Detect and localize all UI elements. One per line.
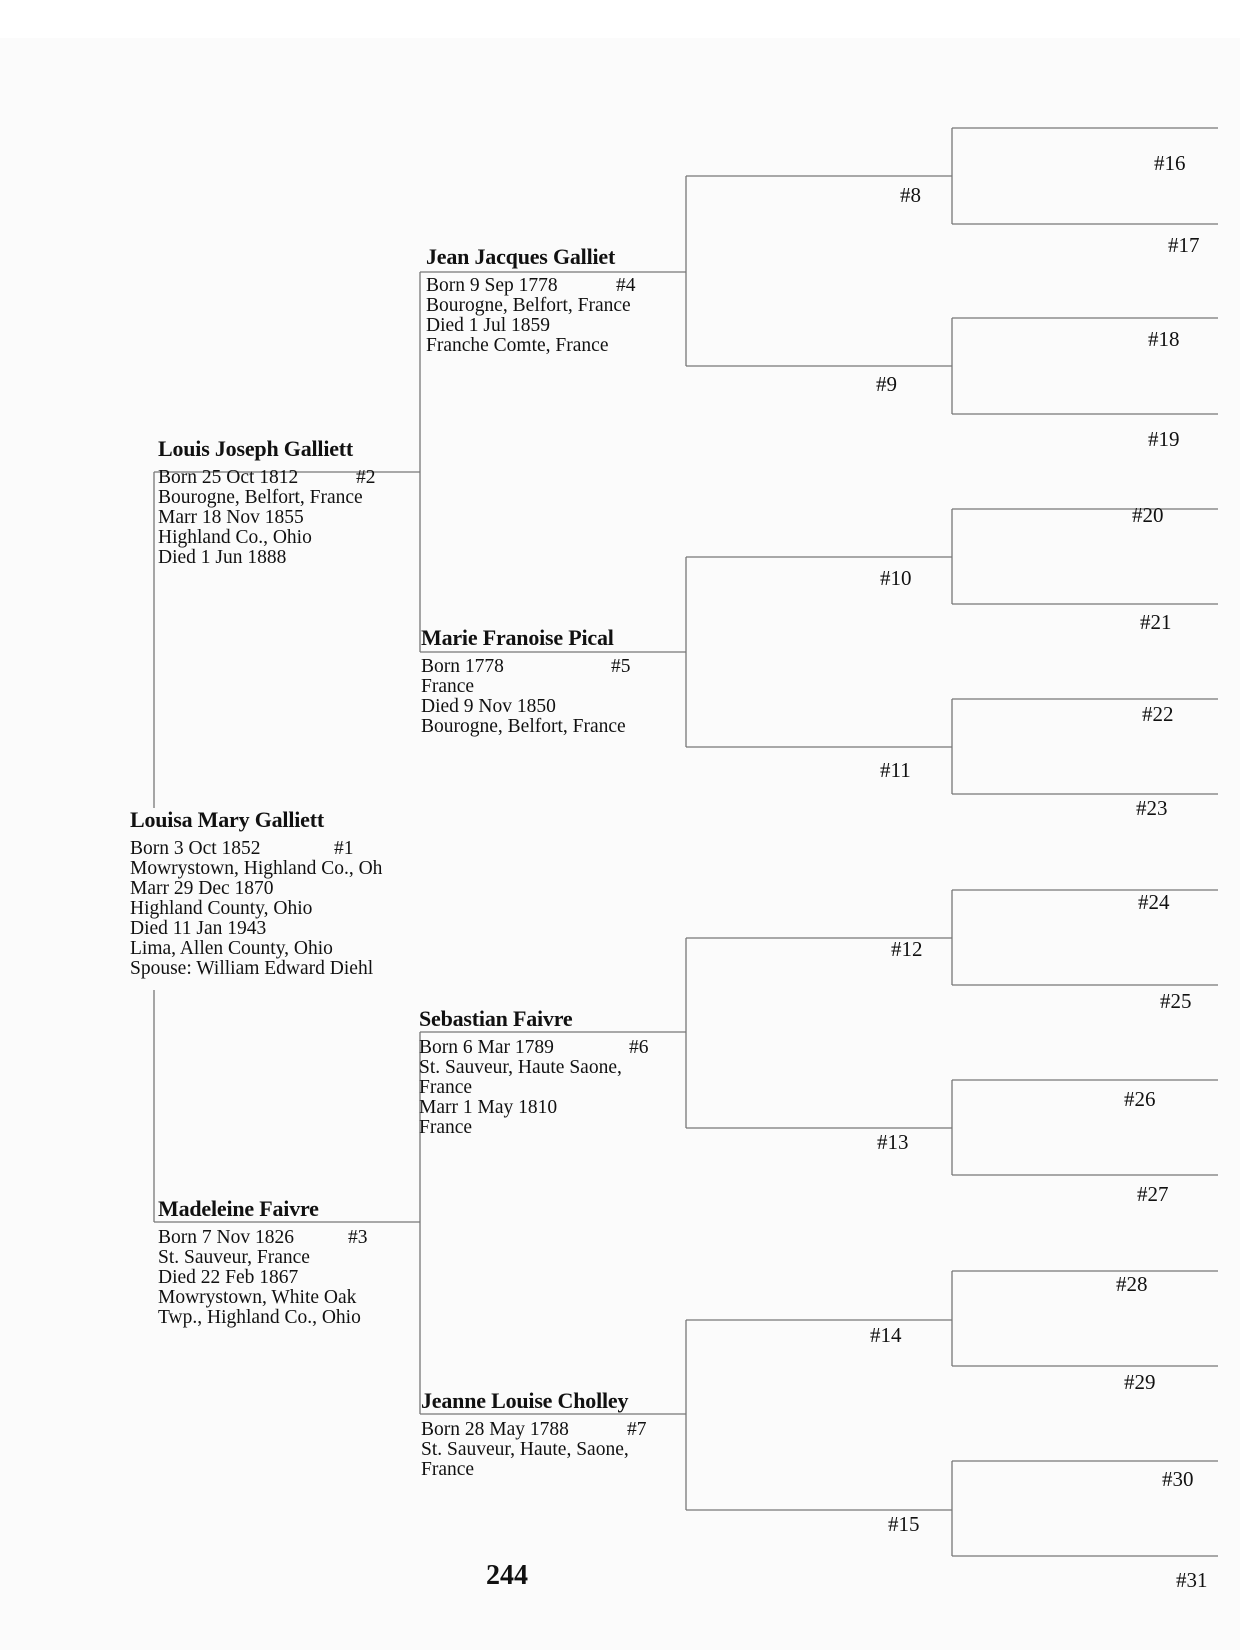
ancestor-label-16: #16 xyxy=(1154,151,1186,175)
detail-line: Highland County, Ohio xyxy=(130,898,313,919)
detail-line: Mowrystown, White Oak xyxy=(158,1287,357,1308)
ahnentafel-number: #2 xyxy=(356,467,376,488)
person-name: Jeanne Louise Cholley xyxy=(421,1388,629,1413)
ancestor-label-21: #21 xyxy=(1140,610,1172,634)
detail-line: Died 22 Feb 1867 xyxy=(158,1267,299,1288)
detail-line: Born 7 Nov 1826 xyxy=(158,1227,294,1248)
detail-line: Bourogne, Belfort, France xyxy=(426,295,631,316)
person-name: Madeleine Faivre xyxy=(158,1196,319,1221)
ancestor-label-19: #19 xyxy=(1148,427,1180,451)
person-1 xyxy=(130,808,382,979)
person-name: Louisa Mary Galliett xyxy=(130,807,324,832)
person-details xyxy=(419,1037,649,1138)
detail-line: Bourogne, Belfort, France xyxy=(421,716,626,737)
detail-line: Lima, Allen County, Ohio xyxy=(130,938,333,959)
detail-line: France xyxy=(421,1459,475,1480)
detail-line: Born 1778 xyxy=(421,656,504,677)
detail-line: Twp., Highland Co., Ohio xyxy=(158,1307,361,1328)
person-details xyxy=(130,839,382,979)
ancestor-label-18: #18 xyxy=(1148,327,1180,351)
detail-line: Died 11 Jan 1943 xyxy=(130,918,267,939)
person-3 xyxy=(158,1196,368,1328)
person-6 xyxy=(419,1006,649,1138)
detail-line: Died 1 Jul 1859 xyxy=(426,315,551,336)
ancestor-label-17: #17 xyxy=(1168,233,1200,257)
person-name: Jean Jacques Galliet xyxy=(426,244,616,269)
detail-line: Mowrystown, Highland Co., Oh xyxy=(130,858,383,879)
detail-line: Born 3 Oct 1852 xyxy=(130,838,261,859)
ancestor-label-22: #22 xyxy=(1142,702,1174,726)
person-details xyxy=(426,275,636,356)
detail-line: Born 6 Mar 1789 xyxy=(419,1037,554,1058)
ancestor-label-14: #14 xyxy=(870,1323,902,1347)
detail-line: Bourogne, Belfort, France xyxy=(158,487,363,508)
ancestor-label-20: #20 xyxy=(1132,503,1164,527)
detail-line: Born 25 Oct 1812 xyxy=(158,467,299,488)
ahnentafel-number: #7 xyxy=(627,1419,647,1440)
ancestor-label-12: #12 xyxy=(891,937,923,961)
detail-line: St. Sauveur, France xyxy=(158,1247,310,1268)
detail-line: Marr 1 May 1810 xyxy=(419,1097,558,1118)
person-4 xyxy=(426,244,636,356)
ahnentafel-number: #1 xyxy=(334,838,354,859)
detail-line: Highland Co., Ohio xyxy=(158,527,312,548)
ancestor-label-31: #31 xyxy=(1176,1568,1208,1592)
ancestor-label-25: #25 xyxy=(1160,989,1192,1013)
detail-line: Spouse: William Edward Diehl xyxy=(130,958,374,979)
detail-line: France xyxy=(421,676,475,697)
detail-line: St. Sauveur, Haute, Saone, xyxy=(421,1439,629,1460)
person-name: Sebastian Faivre xyxy=(419,1006,573,1031)
detail-line: St. Sauveur, Haute Saone, xyxy=(419,1057,622,1078)
ancestor-label-11: #11 xyxy=(880,758,911,782)
detail-line: Born 28 May 1788 xyxy=(421,1419,569,1440)
person-7 xyxy=(421,1388,647,1480)
page-number: 244 xyxy=(486,1560,528,1591)
ancestor-label-28: #28 xyxy=(1116,1272,1148,1296)
detail-line: Died 1 Jun 1888 xyxy=(158,547,287,568)
ahnentafel-number: #4 xyxy=(616,275,636,296)
person-details xyxy=(421,656,631,737)
ancestor-label-27: #27 xyxy=(1137,1182,1169,1206)
ancestor-label-23: #23 xyxy=(1136,796,1168,820)
detail-line: France xyxy=(419,1117,473,1138)
detail-line: Died 9 Nov 1850 xyxy=(421,696,556,717)
detail-line: Marr 18 Nov 1855 xyxy=(158,507,304,528)
detail-line: Born 9 Sep 1778 xyxy=(426,275,558,296)
ahnentafel-number: #6 xyxy=(629,1037,649,1058)
ancestor-label-10: #10 xyxy=(880,566,912,590)
ancestor-label-30: #30 xyxy=(1162,1467,1194,1491)
ancestor-label-9: #9 xyxy=(876,372,897,396)
person-details xyxy=(421,1419,647,1480)
person-details xyxy=(158,1227,368,1328)
ancestor-label-13: #13 xyxy=(877,1130,909,1154)
detail-line: Franche Comte, France xyxy=(426,335,609,356)
detail-line: Marr 29 Dec 1870 xyxy=(130,878,274,899)
person-name: Marie Franoise Pical xyxy=(421,625,614,650)
person-5 xyxy=(421,625,631,737)
person-2 xyxy=(158,436,376,568)
ancestor-label-26: #26 xyxy=(1124,1087,1156,1111)
ahnentafel-number: #5 xyxy=(611,656,631,677)
person-name: Louis Joseph Galliett xyxy=(158,436,354,461)
ahnentafel-number: #3 xyxy=(348,1227,368,1248)
ancestor-label-8: #8 xyxy=(900,183,921,207)
detail-line: France xyxy=(419,1077,473,1098)
ancestor-label-15: #15 xyxy=(888,1512,920,1536)
person-details xyxy=(158,467,376,568)
ancestor-label-24: #24 xyxy=(1138,890,1170,914)
ancestor-label-29: #29 xyxy=(1124,1370,1156,1394)
